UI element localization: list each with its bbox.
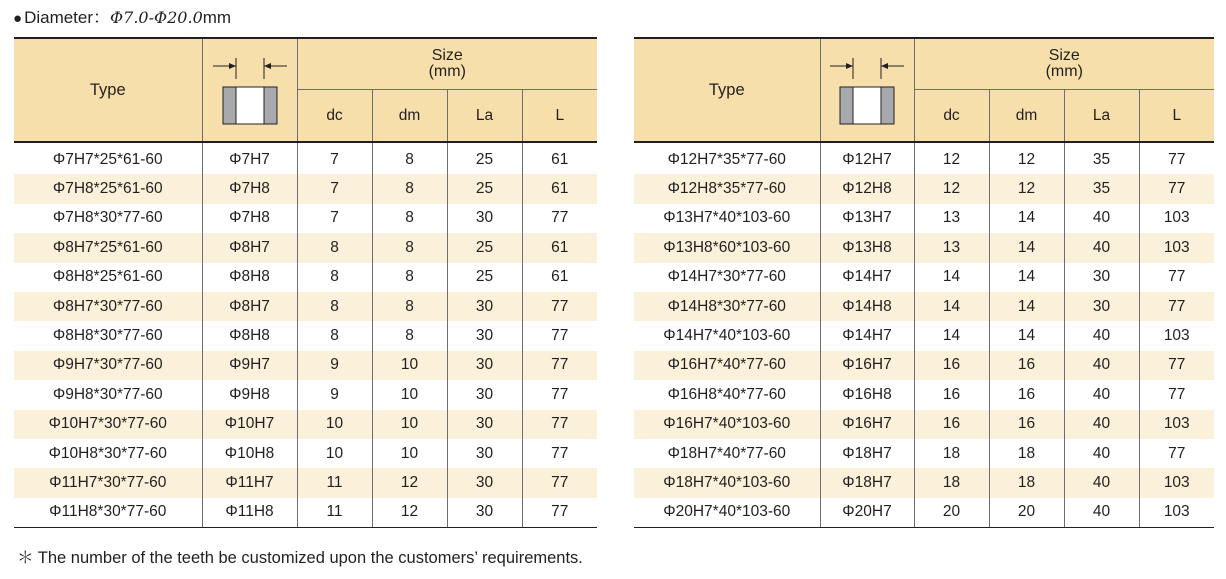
- l-cell: 77: [551, 209, 569, 227]
- la-cell: 30: [447, 321, 522, 350]
- type-cell: Φ8H7*25*61-60: [14, 233, 202, 262]
- type-cell: Φ13H8*60*103-60: [634, 233, 820, 262]
- dc-cell: 12: [914, 174, 989, 203]
- type-cell: Φ11H7*30*77-60: [14, 468, 202, 497]
- dm-cell: 10: [372, 439, 447, 468]
- table-row: [634, 233, 1214, 262]
- dc-cell: 11: [297, 468, 372, 497]
- la-cell: 40: [1064, 380, 1139, 409]
- type-cell: Φ9H7*30*77-60: [14, 351, 202, 380]
- la-cell: 30: [447, 204, 522, 233]
- table-row: [14, 468, 597, 497]
- bore-cell: Φ13H7: [820, 204, 914, 233]
- la-cell: 25: [447, 233, 522, 262]
- la-cell: 30: [447, 468, 522, 497]
- spec-table-right: [634, 37, 1214, 528]
- table-row: [14, 410, 597, 439]
- bore-cell: Φ11H8: [202, 498, 297, 528]
- dc-cell: 16: [914, 410, 989, 439]
- la-cell: 35: [1064, 142, 1139, 174]
- l-cell: 77: [522, 351, 597, 380]
- l-cell: 77: [1139, 351, 1214, 380]
- heading-unit: mm: [202, 8, 232, 27]
- size-unit: (mm): [1045, 63, 1083, 80]
- heading-label: Diameter：: [24, 8, 111, 27]
- dc-cell: 14: [914, 292, 989, 321]
- type-cell: Φ14H8*30*77-60: [634, 292, 820, 321]
- la-cell: 40: [1064, 233, 1139, 262]
- l-cell: 61: [522, 174, 597, 203]
- dm-cell: 12: [989, 174, 1064, 203]
- type-cell: Φ14H7*40*103-60: [634, 321, 820, 350]
- dc-header: dc: [297, 90, 372, 143]
- la-cell: 25: [447, 142, 522, 174]
- bore-cell: Φ10H8: [202, 439, 297, 468]
- l-cell: 77: [1168, 444, 1186, 462]
- table-row: [634, 321, 1214, 350]
- l-cell: 61: [551, 150, 569, 168]
- bore-cell: Φ8H8: [202, 321, 297, 350]
- bore-cell: Φ8H7: [202, 292, 297, 321]
- l-cell: 77: [1168, 150, 1186, 168]
- dc-cell: 13: [914, 204, 989, 233]
- bore-cell: Φ20H7: [820, 498, 914, 528]
- l-cell: 103: [1139, 233, 1214, 262]
- dm-cell: 20: [989, 498, 1064, 528]
- table-row: [634, 410, 1214, 439]
- dm-cell: 14: [989, 204, 1064, 233]
- dm-cell: 10: [372, 351, 447, 380]
- size-header: [914, 38, 1214, 90]
- bore-cell: Φ8H8: [202, 263, 297, 292]
- dm-cell: 8: [372, 292, 447, 321]
- table-row: [14, 263, 597, 292]
- section-heading: [13, 7, 231, 29]
- l-cell: 77: [551, 385, 569, 403]
- l-cell: 103: [1139, 498, 1214, 528]
- l-cell: 77: [522, 292, 597, 321]
- bore-cell: Φ14H7: [820, 263, 914, 292]
- dc-cell: 10: [297, 439, 372, 468]
- dm-cell: 12: [372, 468, 447, 497]
- dc-cell: 16: [914, 380, 989, 409]
- type-cell: Φ8H8*25*61-60: [14, 263, 202, 292]
- heading-range: Φ7.0-Φ20.0: [110, 8, 203, 27]
- l-cell: 77: [551, 444, 569, 462]
- dc-cell: 10: [297, 410, 372, 439]
- dc-cell: 7: [297, 204, 372, 233]
- table-row: [14, 174, 597, 203]
- bore-cell: Φ12H7: [820, 142, 914, 174]
- table-row: [634, 292, 1214, 321]
- dm-cell: 12: [372, 498, 447, 528]
- type-cell: Φ16H8*40*77-60: [634, 380, 820, 409]
- la-cell: 40: [1064, 351, 1139, 380]
- dm-cell: 16: [989, 351, 1064, 380]
- size-label: Size: [431, 47, 463, 64]
- type-cell: Φ14H7*30*77-60: [634, 263, 820, 292]
- la-header: La: [1064, 90, 1139, 143]
- dm-cell: 14: [989, 321, 1064, 350]
- la-cell: 30: [447, 351, 522, 380]
- la-cell: 40: [1064, 439, 1139, 468]
- bore-cell: Φ7H7: [202, 142, 297, 174]
- dm-cell: 10: [372, 380, 447, 409]
- type-cell: Φ13H7*40*103-60: [634, 204, 820, 233]
- dc-cell: 8: [297, 263, 372, 292]
- bushing-cross-section-icon: [820, 38, 914, 142]
- table-row: [634, 142, 1214, 174]
- dc-cell: 8: [297, 292, 372, 321]
- l-cell: 77: [1139, 292, 1214, 321]
- type-cell: Φ9H8*30*77-60: [14, 380, 202, 409]
- size-unit: (mm): [428, 63, 466, 80]
- bore-cell: Φ18H7: [820, 468, 914, 497]
- bushing-cross-section-icon: [202, 38, 297, 142]
- dm-cell: 16: [989, 410, 1064, 439]
- la-header: La: [447, 90, 522, 143]
- table-row: [634, 174, 1214, 203]
- footnote: ＊ The number of the teeth be customized upon the customers’ requirements.: [17, 549, 583, 567]
- la-cell: 30: [1064, 292, 1139, 321]
- dm-cell: 14: [989, 292, 1064, 321]
- la-cell: 30: [447, 498, 522, 528]
- l-cell: 77: [1168, 268, 1186, 286]
- dm-cell: 14: [989, 233, 1064, 262]
- dm-cell: 18: [989, 439, 1064, 468]
- l-cell: 77: [522, 498, 597, 528]
- l-header: L: [522, 90, 597, 143]
- spec-table-left: [14, 37, 597, 528]
- la-cell: 30: [447, 292, 522, 321]
- dc-cell: 8: [297, 321, 372, 350]
- table-row: [634, 204, 1214, 233]
- dc-cell: 18: [914, 439, 989, 468]
- la-cell: 35: [1064, 174, 1139, 203]
- l-cell: 77: [1139, 174, 1214, 203]
- l-cell: 103: [1163, 209, 1190, 227]
- size-header: [297, 38, 597, 90]
- la-cell: 40: [1064, 410, 1139, 439]
- l-header: L: [1139, 90, 1214, 143]
- l-cell: 103: [1139, 410, 1214, 439]
- type-cell: Φ8H7*30*77-60: [14, 292, 202, 321]
- l-cell: 77: [522, 410, 597, 439]
- l-cell: 77: [522, 468, 597, 497]
- type-cell: Φ16H7*40*103-60: [634, 410, 820, 439]
- bore-cell: Φ16H7: [820, 410, 914, 439]
- l-cell: 77: [551, 327, 569, 345]
- type-cell: Φ7H7*25*61-60: [14, 142, 202, 174]
- dm-cell: 10: [372, 410, 447, 439]
- dm-cell: 8: [372, 321, 447, 350]
- bore-cell: Φ7H8: [202, 174, 297, 203]
- dm-cell: 8: [372, 233, 447, 262]
- dm-cell: 8: [372, 204, 447, 233]
- dm-header: dm: [989, 90, 1064, 143]
- bore-cell: Φ18H7: [820, 439, 914, 468]
- dc-cell: 14: [914, 263, 989, 292]
- table-row: [14, 142, 597, 174]
- table-row: [14, 292, 597, 321]
- dc-cell: 13: [914, 233, 989, 262]
- la-cell: 40: [1064, 204, 1139, 233]
- dc-cell: 14: [914, 321, 989, 350]
- table-row: [14, 351, 597, 380]
- l-cell: 77: [1168, 385, 1186, 403]
- la-cell: 40: [1064, 468, 1139, 497]
- dm-header: dm: [372, 90, 447, 143]
- table-row: [14, 233, 597, 262]
- la-cell: 25: [447, 174, 522, 203]
- table-row: [634, 351, 1214, 380]
- dc-cell: 18: [914, 468, 989, 497]
- dm-cell: 8: [372, 174, 447, 203]
- l-cell: 103: [1139, 468, 1214, 497]
- type-cell: Φ10H8*30*77-60: [14, 439, 202, 468]
- type-cell: Φ11H8*30*77-60: [14, 498, 202, 528]
- dm-cell: 8: [372, 142, 447, 174]
- table-row: [634, 263, 1214, 292]
- dc-cell: 11: [297, 498, 372, 528]
- bore-cell: Φ13H8: [820, 233, 914, 262]
- table-row: [14, 498, 597, 528]
- table-row: [634, 468, 1214, 497]
- la-cell: 25: [447, 263, 522, 292]
- dm-cell: 8: [372, 263, 447, 292]
- bore-cell: Φ16H8: [820, 380, 914, 409]
- dc-header: dc: [914, 90, 989, 143]
- l-cell: 61: [522, 233, 597, 262]
- type-header: Type: [634, 38, 820, 142]
- dm-cell: 14: [989, 263, 1064, 292]
- table-row: [634, 380, 1214, 409]
- bore-cell: Φ12H8: [820, 174, 914, 203]
- dm-cell: 16: [989, 380, 1064, 409]
- la-cell: 40: [1064, 321, 1139, 350]
- table-row: [14, 380, 597, 409]
- bullet-icon: ●: [13, 10, 23, 27]
- bore-cell: Φ11H7: [202, 468, 297, 497]
- bore-cell: Φ14H8: [820, 292, 914, 321]
- size-label: Size: [1048, 47, 1080, 64]
- type-header: Type: [14, 38, 202, 142]
- bore-cell: Φ9H7: [202, 351, 297, 380]
- bore-cell: Φ9H8: [202, 380, 297, 409]
- table-row: [634, 498, 1214, 528]
- dm-cell: 12: [989, 142, 1064, 174]
- dc-cell: 9: [297, 351, 372, 380]
- table-row: [634, 439, 1214, 468]
- bore-cell: Φ8H7: [202, 233, 297, 262]
- type-cell: Φ10H7*30*77-60: [14, 410, 202, 439]
- table-row: [14, 439, 597, 468]
- dc-cell: 16: [914, 351, 989, 380]
- l-cell: 103: [1163, 327, 1190, 345]
- la-cell: 30: [1064, 263, 1139, 292]
- dc-cell: 8: [297, 233, 372, 262]
- type-cell: Φ18H7*40*77-60: [634, 439, 820, 468]
- la-cell: 30: [447, 380, 522, 409]
- dc-cell: 7: [297, 174, 372, 203]
- type-cell: Φ20H7*40*103-60: [634, 498, 820, 528]
- bore-cell: Φ7H8: [202, 204, 297, 233]
- table-row: [14, 321, 597, 350]
- type-cell: Φ18H7*40*103-60: [634, 468, 820, 497]
- l-cell: 61: [551, 268, 569, 286]
- bore-cell: Φ16H7: [820, 351, 914, 380]
- type-cell: Φ12H7*35*77-60: [634, 142, 820, 174]
- la-cell: 40: [1064, 498, 1139, 528]
- la-cell: 30: [447, 439, 522, 468]
- dc-cell: 7: [297, 142, 372, 174]
- table-row: [14, 204, 597, 233]
- type-cell: Φ16H7*40*77-60: [634, 351, 820, 380]
- type-cell: Φ12H8*35*77-60: [634, 174, 820, 203]
- bore-cell: Φ10H7: [202, 410, 297, 439]
- bore-cell: Φ14H7: [820, 321, 914, 350]
- dm-cell: 18: [989, 468, 1064, 497]
- type-cell: Φ7H8*25*61-60: [14, 174, 202, 203]
- type-cell: Φ8H8*30*77-60: [14, 321, 202, 350]
- dc-cell: 9: [297, 380, 372, 409]
- dc-cell: 12: [914, 142, 989, 174]
- type-cell: Φ7H8*30*77-60: [14, 204, 202, 233]
- dc-cell: 20: [914, 498, 989, 528]
- la-cell: 30: [447, 410, 522, 439]
